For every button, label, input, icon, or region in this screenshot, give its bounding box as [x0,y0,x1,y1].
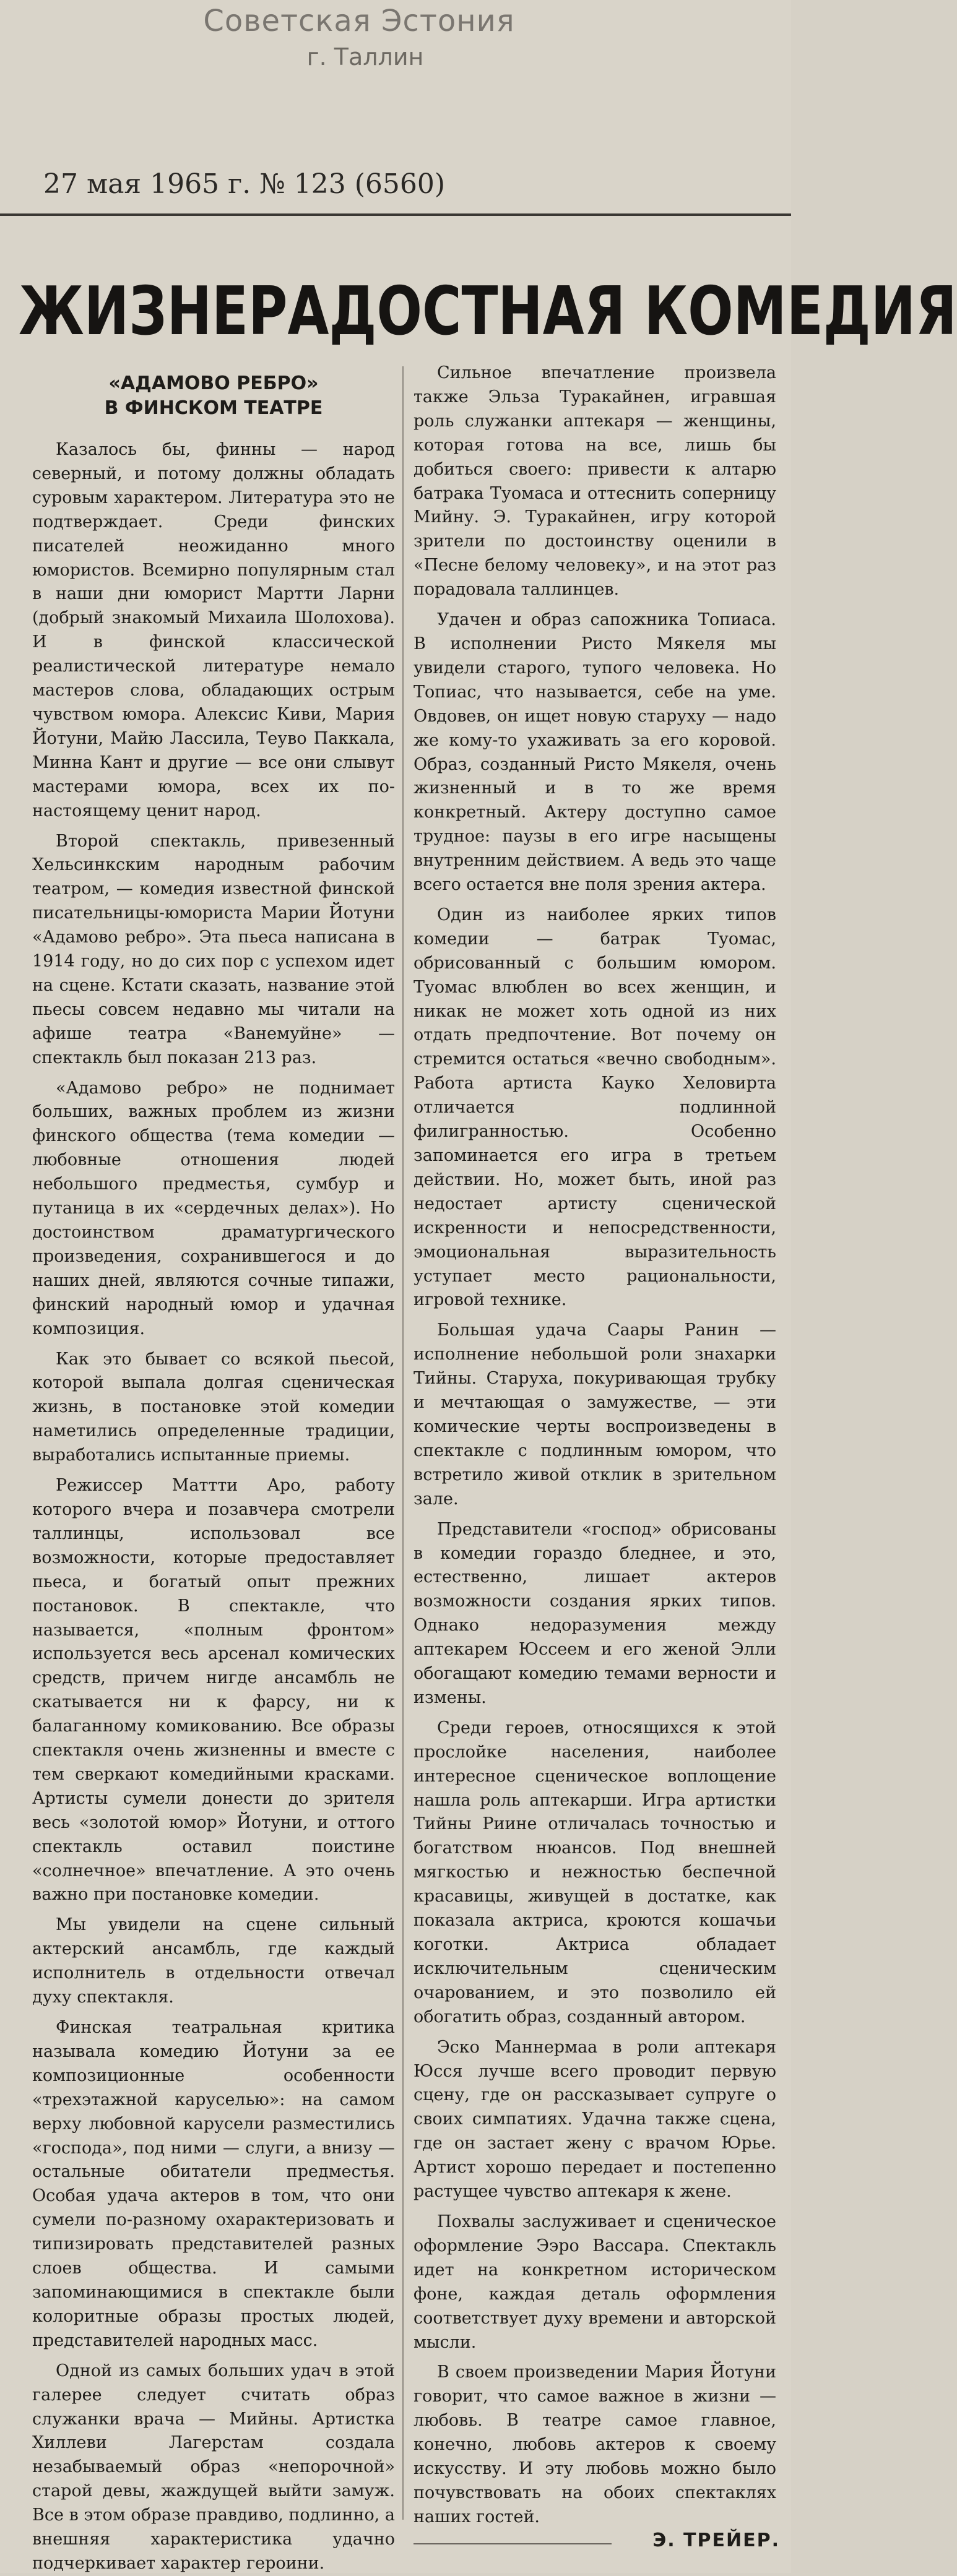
right-column [414,361,776,2526]
paragraph: Представители «господ» обрисованы в комедии гораздо бледнее, и это, естественно, лишает актеров возможности создания ярких типов. Однако недоразумения между аптекарем Юссеем и его женой Элли обогащают комедию темами верности и измены. [414,1519,776,1707]
paragraph: Второй спектакль, привезенный Хельсинкским народным рабочим театром, — комедия известной финской писательницы-юмориста Марии Йотуни «Адамово ребро». Эта пьеса написана в 1914 году, но до сих пор с успехом идет на сцене. Кстати сказать, название этой пьесы совсем недавно мы читали на афише театра «Ванемуйне» — спектакль был показан 213 раз. [32,831,395,1067]
subheadline-line-2: В ФИНСКОМ ТЕАТРЕ [104,397,323,419]
paragraph: «Адамово ребро» не поднимает больших, важных проблем из жизни финского общества (тема комедии — любовные отношения людей небольшого предместья, сумбур и путаница в их «сердечных делах»). Но достоинством драматургического произведения, сохранившегося и до наших дней, являются сочные типажи, финский народный юмор и удачная композиция. [32,1078,395,1338]
paragraph: Среди героев, относящихся к этой прослойке населения, наиболее интересное сценическое воплощение нашла роль аптекарши. Игра артистки Тийны Риине отличалась точностью и богатством нюансов. Под внешней мягкостью и нежностью беспечной красавицы, живущей в достатке, как показала актриса, кроются кошачьи коготки. Актриса обладает исключительным сценическим очарованием, и это позволило ей обогатить образ, созданный автором. [414,1718,776,2027]
newspaper-city: г. Таллин [306,43,424,71]
paragraph: Мы увидели на сцене сильный актерский ансамбль, где каждый исполнитель в отдельности отвечал духу спектакля. [32,1915,395,2007]
subheadline-line-1: «АДАМОВО РЕБРО» [108,373,319,394]
paragraph: Один из наиболее ярких типов комедии — батрак Туомас, обрисованный с большим юмором. Туомас влюблен во всех женщин, и никак не может хоть одной из них отдать предпочтение. Вот почему он стремится остаться «вечно свободным». Работа артиста Кауко Хеловирта отличается подлинной филигранностью. Особенно запоминается его игра в третьем действии. Но, может быть, иной раз недостает артисту сценической искренности и непосредственности, эмоциональная выразительность уступает место рациональности, игровой технике. [414,905,776,1310]
top-divider [0,213,791,216]
paragraph: Как это бывает со всякой пьесой, которой выпала долгая сценическая жизнь, в постановке этой комедии наметились определенные традиции, выработались испытанные приемы. [32,1349,395,1465]
paragraph: Эско Маннермаа в роли аптекаря Юсся лучше всего проводит первую сцену, где он рассказывает супруге о своих симпатиях. Удачна также сцена, где он застает жену с врачом Юрье. Артист хорошо передает и постепенно растущее чувство аптекаря к жене. [414,2037,776,2202]
paragraph: Удачен и образ сапожника Топиаса. В исполнении Ристо Мякеля мы увидели старого, тупого человека. Но Топиас, что называется, себе на уме. Овдовев, он ищет новую старуху — надо же кому-то ухаживать за его коровой. Образ, созданный Ристо Мякеля, очень жизненный и в то же время конкретный. Актеру доступно самое трудное: паузы в его игре насыщены внутренним действием. А ведь это чаще всего остается вне поля зрения актера. [414,610,776,895]
paragraph: В своем произведении Мария Йотуни говорит, что самое важное в жизни — любовь. В театре самое главное, конечно, любовь актеров к своему искусству. И эту любовь можно было почувствовать на обоих спектаклях наших гостей. [414,2363,776,2526]
paragraph: Финская театральная критика называла комедию Йотуни за ее композиционные особенности «трехэтажной каруселью»: на самом верху любовной карусели разместились «господа», под ними — слуги, а внизу — остальные обитатели предместья. Особая удача актеров в том, что они сумели по-разному охарактеризовать и типизировать представителей разных слоев общества. И самыми запоминающимися в спектакле были колоритные образы простых людей, представителей народных масс. [32,2018,395,2350]
paragraph: Похвалы заслуживает и сценическое оформление Ээро Вассара. Спектакль идет на конкретном историческом фоне, каждая деталь оформления соответствует духу времени и авторской мысли. [414,2212,776,2352]
author-signature: Э. ТРЕЙЕР. [652,2530,780,2551]
paragraph: Сильное впечатление произвела также Эльза Туракайнен, игравшая роль служанки аптекаря — женщины, которая готова на все, лишь бы добиться своего: привести к алтарю батрака Туомаса и оттеснить соперницу Мийну. Э. Туракайнен, игру которой зрители по достоинству оценили в «Песне белому человеку», и на этот раз порадовала таллинцев. [414,363,776,600]
publication-date: 27 мая 1965 г. № 123 (6560) [43,168,446,200]
signature-rule [414,2543,612,2544]
paragraph: Режиссер Маттти Аро, работу которого вчера и позавчера смотрели таллинцы, использовал все возможности, которые предоставляет пьеса, и богатый опыт прежних постановок. В спектакле, что называется, «полным фронтом» используется весь арсенал комических средств, причем нигде ансамбль не скатывается ни к фарсу, ни к балаганному комикованию. Все образы спектакля очень жизненны и вместе с тем сверкают комедийными красками. Артисты сумели донести до зрителя весь «золотой юмор» Йотуни, и оттого спектакль оставил поистине «солнечное» впечатление. А это очень важно при постановке комедии. [32,1476,395,1905]
paragraph: Одной из самых больших удач в этой галерее следует считать образ служанки врача — Мийны. Артистка Хиллеви Лагерстам создала незабываемый образ «непорочной» старой девы, жаждущей выйти замуж. Все в этом образе правдиво, подлинно, а внешняя характеристика удачно подчеркивает характер героини. [32,2361,395,2573]
paragraph: Казалось бы, финны — народ северный, и потому должны обладать суровым характером. Литература это не подтверждает. Среди финских писателей неожиданно много юмористов. Всемирно популярным стал в наши дни юморист Мартти Ларни (добрый знакомый Михаила Шолохова). И в финской классической реалистической литературе немало мастеров слова, обладающих острым чувством юмора. Алексис Киви, Мария Йотуни, Майю Лассила, Теуво Паккала, Минна Кант и другие — все они слывут мастерами юмора, всех их по-настоящему ценит народ. [32,440,395,821]
left-column [32,371,395,2573]
article-subheadline [32,371,395,421]
paragraph: Большая удача Саары Ранин — исполнение небольшой роли знахарки Тийны. Старуха, покуривающая трубку и мечтающая о замужестве, — эти комические черты воспроизведены в спектакле с подлинным юмором, что встретило живой отклик в зрительном зале. [414,1320,776,1509]
newspaper-name: Советская Эстония [203,4,515,38]
column-divider [402,366,404,2520]
article-headline: ЖИЗНЕРАДОСТНАЯ КОМЕДИЯ [19,273,957,351]
